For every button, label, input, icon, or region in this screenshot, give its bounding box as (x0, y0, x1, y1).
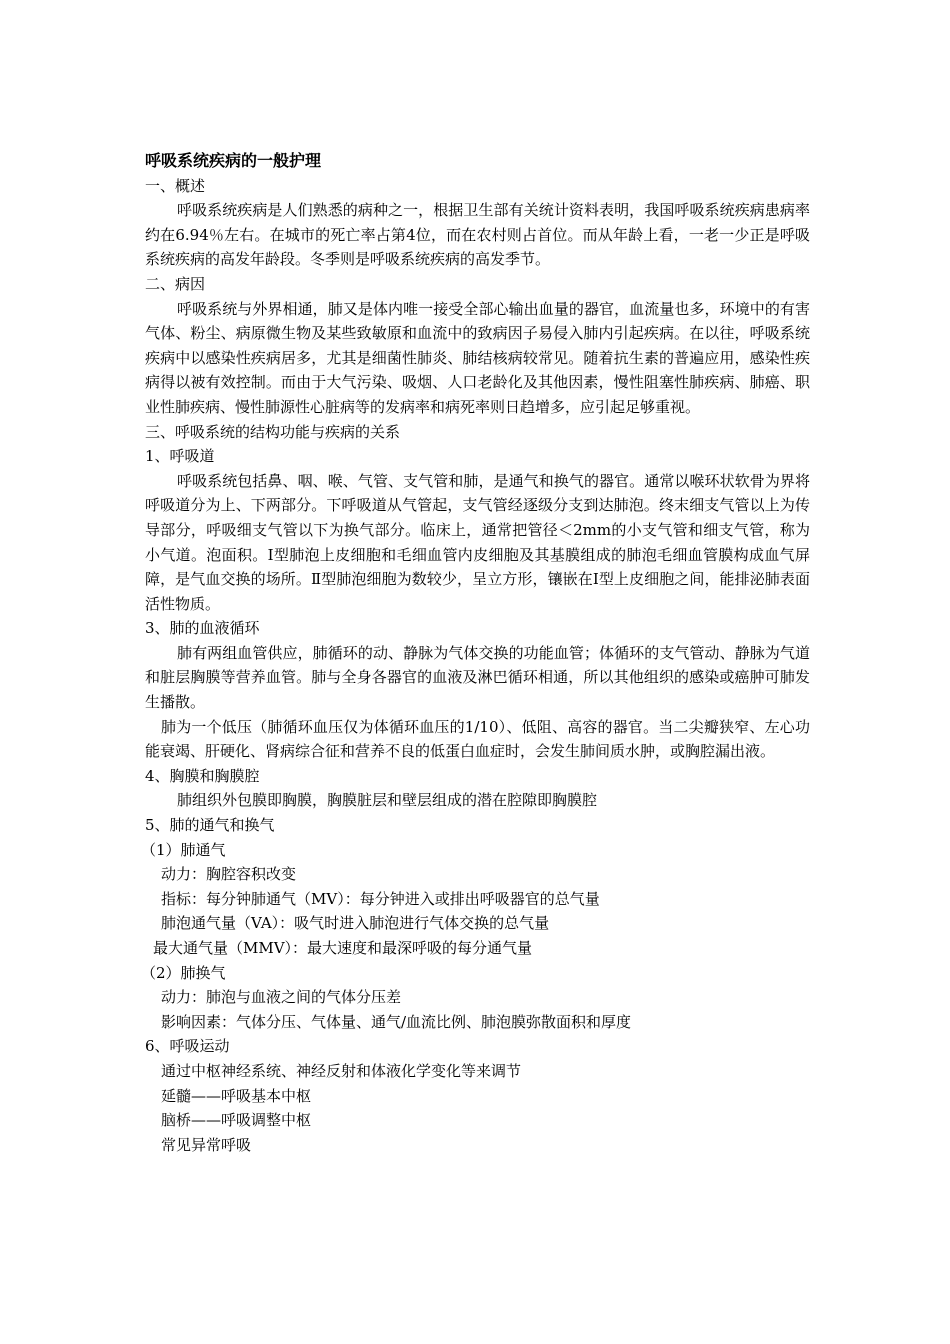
subheading-respiratory-movement: 6、呼吸运动 (145, 1037, 230, 1056)
item-alveolar-ventilation: 肺泡通气量（VA）：吸气时进入肺泡进行气体交换的总气量 (161, 914, 550, 933)
paragraph-pleura: 肺组织外包膜即胸膜，胸膜脏层和壁层组成的潜在腔隙即胸膜腔 (177, 791, 598, 810)
paragraph-overview: 呼吸系统疾病是人们熟悉的病种之一，根据卫生部有关统计资料表明，我国呼吸系统疾病患病率约在6.94％左右。在城市的死亡率占第4位，而在农村则占首位。而从年龄上看，一老一少正是呼吸系统疾病的高发年龄段。冬季则是呼吸系统疾病的高发季节。 (145, 201, 810, 269)
subheading-airway: 1、呼吸道 (145, 447, 215, 466)
item-heading-lung-ventilation: （1）肺通气 (141, 840, 226, 859)
paragraph-causes: 呼吸系统与外界相通，肺又是体内唯一接受全部心输出血量的器官，血流量也多，环境中的有害气体、粉尘、病原微生物及某些致敏原和血流中的致病因子易侵入肺内引起疾病。在以往，呼吸系统疾病中以感染性疾病居多，尤其是细菌性肺炎、肺结核病较常见。随着抗生素的普遍应用，感染性疾病得以被有效控制。而由于大气污染、吸烟、人口老龄化及其他因素，慢性阻塞性肺疾病、肺癌、职业性肺疾病、慢性肺源性心脏病等的发病率和病死率则日趋增多，应引起足够重视。 (145, 299, 810, 416)
item-ventilation-index: 指标：每分钟肺通气（MV）：每分钟进入或排出呼吸器官的总气量 (161, 889, 600, 908)
subheading-ventilation: 5、肺的通气和换气 (145, 816, 275, 835)
item-exchange-factors: 影响因素：气体分压、气体量、通气/血流比例、肺泡膜弥散面积和厚度 (161, 1012, 632, 1031)
document-body (141, 149, 810, 1157)
paragraph-blood-circulation-2: 肺为一个低压（肺循环血压仅为体循环血压的1/10）、低阻、高容的器官。当二尖瓣狭窄、左心功能衰竭、肝硬化、肾病综合征和营养不良的低蛋白血症时，会发生肺间质水肿，或胸腔漏出液。 (145, 717, 810, 761)
item-pons: 脑桥——呼吸调整中枢 (161, 1111, 312, 1130)
item-abnormal-breathing: 常见异常呼吸 (161, 1135, 252, 1154)
item-heading-gas-exchange: （2）肺换气 (141, 963, 226, 982)
document-title: 呼吸系统疾病的一般护理 (145, 151, 322, 170)
paragraph-blood-circulation-1: 肺有两组血管供应，肺循环的动、静脉为气体交换的功能血管；体循环的支气管动、静脉为气道和脏层胸膜等营养血管。肺与全身各器官的血液及淋巴循环相通，所以其他组织的感染或癌肿可肺发生播散。 (145, 643, 810, 712)
item-ventilation-power: 动力：胸腔容积改变 (161, 865, 297, 884)
item-exchange-power: 动力：肺泡与血液之间的气体分压差 (161, 988, 402, 1007)
section-heading-overview: 一、概述 (145, 176, 206, 195)
item-medulla: 延髓——呼吸基本中枢 (161, 1086, 312, 1105)
section-heading-structure: 三、呼吸系统的结构功能与疾病的关系 (145, 422, 401, 441)
subheading-blood-circulation: 3、肺的血液循环 (145, 619, 260, 638)
paragraph-airway: 呼吸系统包括鼻、咽、喉、气管、支气管和肺，是通气和换气的器官。通常以喉环状软骨为界将呼吸道分为上、下两部分。下呼吸道从气管起，支气管经逐级分支到达肺泡。终末细支气管以上为传导部分，呼吸细支气管以下为换气部分。临床上，通常把管径＜2mm的小支气管和细支气管，称为小气道。泡面积。Ⅰ型肺泡上皮细胞和毛细血管内皮细胞及其基膜组成的肺泡毛细血管膜构成血气屏障，是气血交换的场所。Ⅱ型肺泡细胞为数较少，呈立方形，镶嵌在Ⅰ型上皮细胞之间，能排泌肺表面活性物质。 (145, 471, 810, 613)
item-max-ventilation: 最大通气量（MMV）：最大速度和最深呼吸的每分通气量 (153, 939, 533, 957)
item-regulation: 通过中枢神经系统、神经反射和体液化学变化等来调节 (161, 1061, 522, 1080)
section-heading-causes: 二、病因 (145, 274, 206, 293)
subheading-pleura: 4、胸膜和胸膜腔 (145, 766, 260, 785)
